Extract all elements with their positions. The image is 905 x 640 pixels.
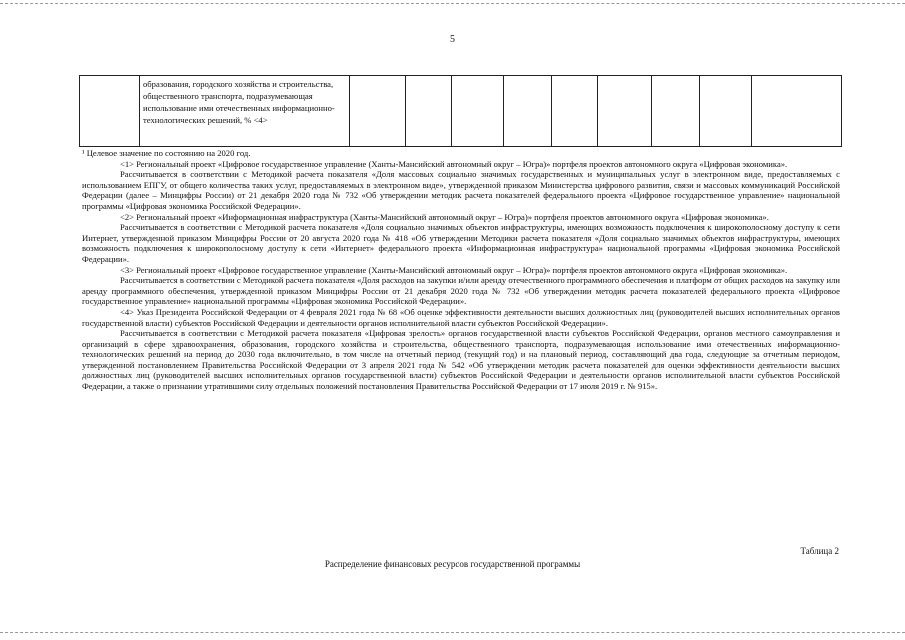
footnote-1-project: <1> Региональный проект «Цифровое государственное управление (Ханты-Мансийский автономный округ – Югра)» портфеля проектов автономного округа «Цифровая экономика».	[120, 158, 788, 169]
scan-bottom-edge	[0, 632, 905, 634]
footnotes-block	[82, 148, 840, 392]
footnote-1-method: Рассчитывается в соответствии с Методикой расчета показателя «Доля массовых социально значимых государственных и муниципальных услуг в электронном виде, предоставляемых с использованием ЕПГУ, от общего количества таких услуг, предоставляемых в электронном виде», утвержденной приказом Министерства цифрового развития, связи и массовых коммуникаций Российской Федерации (далее – Минцифры России) от 21 декабря 2020 года № 732 «Об утверждении методик расчета показателей федерального проекта «Цифровое государственное управление» национальной программы «Цифровая экономика Российской Федерации».	[82, 169, 840, 211]
table-cell	[700, 76, 752, 147]
table-label: Таблица 2	[800, 546, 839, 556]
table-cell-number	[80, 76, 140, 147]
footnote-2-method: Рассчитывается в соответствии с Методикой расчета показателя «Доля социально значимых объектов инфраструктуры, имеющих возможность подключения к широкополосному доступу к сети Интернет, утвержденной приказом Минцифры России от 20 августа 2020 года № 418 «Об утверждении Методики расчета показателя «Доля социально значимых объектов инфраструктуры, имеющих возможность подключения к широкополосному доступу к сети «Интернет» федерального проекта «Информационная инфраструктура» национальной программы «Цифровая экономика Российской Федерации».	[82, 222, 840, 264]
footnote-4-decree: <4> Указ Президента Российской Федерации от 4 февраля 2021 года № 68 «Об оценке эффективности деятельности высших должностных лиц (руководителей высших исполнительных органов государственной власти) субъектов Российской Федерации и деятельности органов исполнительной власти субъектов Российской Федерации».	[82, 306, 840, 328]
table-cell	[350, 76, 406, 147]
indicator-table-continuation	[79, 75, 842, 147]
table-cell	[752, 76, 842, 147]
scan-top-edge	[0, 3, 905, 5]
footnote-3-project: <3> Региональный проект «Цифровое государственное управление (Ханты-Мансийский автономный округ – Югра)» портфеля проектов автономного округа «Цифровая экономика».	[120, 264, 788, 275]
table-title: Распределение финансовых ресурсов государственной программы	[324, 559, 581, 569]
table-cell	[652, 76, 700, 147]
indicator-name-cell: образования, городского хозяйства и строительства, общественного транспорта, подразумевающая использование ими отечественных информационно-технологических решений, % <4>	[140, 76, 350, 147]
footnote-target-value: ¹ Целевое значение по состоянию на 2020 год.	[82, 148, 251, 158]
footnote-3-method: Рассчитывается в соответствии с Методикой расчета показателя «Доля расходов на закупки и/или аренду отечественного программного обеспечения и платформ от общих расходов на закупку или аренду программного обеспечения, утвержденной приказом Минцифры России от 21 декабря 2020 года № 732 «Об утверждении методик расчета показателей федерального проекта «Цифровое государственное управление» национальной программы «Цифровая экономика Российской Федерации».	[82, 275, 840, 307]
page-number: 5	[450, 34, 455, 45]
table-cell	[552, 76, 598, 147]
footnote-4-method: Рассчитывается в соответствии с Методикой расчета показателя «Цифровая зрелость» органов государственной власти субъектов Российской Федерации, органов местного самоуправления и организаций в сфере здравоохранения, образования, городского хозяйства и строительства, общественного транспорта, подразумевающая использование ими отечественных информационно-технологических решений на период до 2030 года включительно, в том числе на отчетный период (текущий год) и на плановый период, составляющий два года, следующие за отчетным периодом, утвержденной постановлением Правительства Российской Федерации от 3 апреля 2021 года № 542 «Об утверждении методик расчета показателей для оценки эффективности деятельности высших должностных лиц (руководителей высших исполнительных органов государственной власти) субъектов Российской Федерации и деятельности органов исполнительной власти субъектов Российской Федерации, а также о признании утратившими силу отдельных положений постановления Правительства Российской Федерации от 17 июля 2019 г. № 915».	[82, 328, 840, 392]
table-cell	[598, 76, 652, 147]
table-cell	[504, 76, 552, 147]
table-cell	[406, 76, 452, 147]
table-cell	[452, 76, 504, 147]
footnote-2-project: <2> Региональный проект «Информационная инфраструктура (Ханты-Мансийский автономный округ – Югра)» портфеля проектов автономного округа «Цифровая экономика».	[120, 211, 769, 222]
table-row	[80, 76, 842, 147]
